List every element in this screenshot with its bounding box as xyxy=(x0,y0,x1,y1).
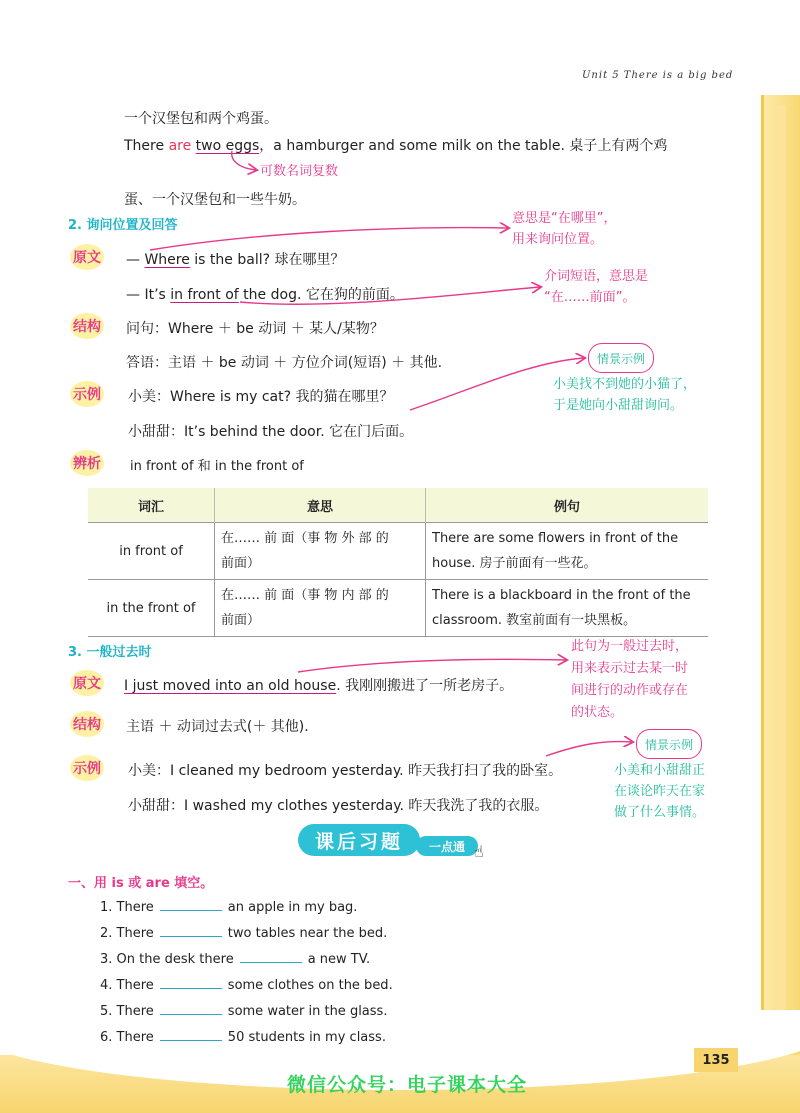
example-line: There are some flowers in front of the xyxy=(432,531,679,546)
scene-2-line-2: 于是她向小甜甜询问。 xyxy=(553,398,684,413)
watermark: 微信公众号：电子课本大全 xyxy=(287,1074,528,1096)
exercise-before: There xyxy=(116,926,154,941)
badge-original-3: 原文 xyxy=(70,670,104,696)
orig-question-rest: is the ball? 球在哪里？ xyxy=(189,252,345,268)
exercise-after: some clothes on the bed. xyxy=(227,978,393,993)
exercise-before: There xyxy=(116,1030,154,1045)
note-past-4: 的状态。 xyxy=(571,705,624,720)
page-number: 135 xyxy=(694,1048,738,1072)
scene-3-line-2: 在谈论昨天在家 xyxy=(614,784,706,799)
highlight-are: are xyxy=(168,138,192,154)
exercise-number: 5. xyxy=(100,1004,113,1019)
example-2-line-1: 小美：Where is my cat? 我的猫在哪里？ xyxy=(128,389,394,405)
table-cell-word: in front of xyxy=(88,523,215,580)
structure-question: 问句：Where ＋ be 动词 ＋ 某人/某物？ xyxy=(126,321,384,337)
dash: — xyxy=(126,252,145,268)
scene-bubble-3: 情景示例 xyxy=(636,729,702,759)
unit-header: Unit 5 There is a big bed xyxy=(582,70,734,81)
scene-bubble-2: 情景示例 xyxy=(588,343,654,373)
note-in-front-1: 介词短语，意思是 xyxy=(544,269,649,284)
note-plural: 可数名词复数 xyxy=(260,164,339,179)
arrow-in-front-of xyxy=(240,287,540,304)
after-class-subtitle: 一点通 xyxy=(416,836,478,856)
scene-3-line-1: 小美和小甜甜正 xyxy=(614,763,706,778)
table-header-example: 例句 xyxy=(426,488,709,523)
exercise-before: There xyxy=(116,978,154,993)
note-past-3: 间进行的动作或存在 xyxy=(571,683,689,698)
exercise-number: 1. xyxy=(100,900,113,915)
highlight-moved: I just moved into an old house xyxy=(124,678,337,694)
note-past-1: 此句为一般过去时， xyxy=(571,639,689,654)
structure-past: 主语 ＋ 动词过去式(＋ 其他). xyxy=(126,719,309,735)
arrow-past-tense xyxy=(298,659,566,672)
pointer-hand-icon: ☝ xyxy=(474,842,484,861)
orig-answer-rest: the dog. 它在狗的前面。 xyxy=(238,287,404,303)
exercise-number: 4. xyxy=(100,978,113,993)
exercise-after: two tables near the bed. xyxy=(227,926,388,941)
scene-3-line-3: 做了什么事情。 xyxy=(614,805,706,820)
intro-text-rest: ，a hamburger and some milk on the table. 桌子上有两个鸡 xyxy=(259,138,668,154)
section-3-title: 3. 一般过去时 xyxy=(68,645,152,660)
example-line: There is a blackboard in the front of the xyxy=(432,588,691,603)
intro-line-3: 蛋、一个汉堡包和一些牛奶。 xyxy=(124,192,306,208)
badge-example-3: 示例 xyxy=(70,755,104,781)
example-2-line-2: 小甜甜：It’s behind the door. 它在门后面。 xyxy=(128,424,414,440)
exercise-before: On the desk there xyxy=(116,952,234,967)
exercise-after: a new TV. xyxy=(307,952,371,967)
exercise-after: some water in the glass. xyxy=(227,1004,388,1019)
scene-2-line-1: 小美找不到她的小猫了， xyxy=(553,377,697,392)
meaning-line: 在…… 前 面（事 物 外 部 的 xyxy=(221,531,389,546)
example-line: house. 房子前面有一些花。 xyxy=(432,556,597,571)
table-header-meaning: 意思 xyxy=(215,488,426,523)
exercise-after: an apple in my bag. xyxy=(227,900,358,915)
highlight-where: Where xyxy=(144,252,190,268)
highlight-two-eggs: two eggs xyxy=(195,138,260,154)
note-in-front-2: “在……前面”。 xyxy=(544,290,636,305)
badge-analysis: 辨析 xyxy=(70,450,104,476)
note-where-1: 意思是“在哪里”， xyxy=(512,211,617,226)
table-header-word: 词汇 xyxy=(88,488,215,523)
exercise-number: 6. xyxy=(100,1030,113,1045)
arrow-plural xyxy=(232,151,256,170)
after-class-heading: 课后习题 xyxy=(298,824,420,856)
example-3-line-2: 小甜甜：I washed my clothes yesterday. 昨天我洗了我的衣服。 xyxy=(128,798,549,814)
arrow-where xyxy=(150,228,508,250)
orig-sentence-rest: . 我刚刚搬进了一所老房子。 xyxy=(336,678,514,694)
note-past-2: 用来表示过去某一时 xyxy=(571,661,689,676)
intro-text: There xyxy=(124,138,169,154)
structure-answer: 答语：主语 ＋ be 动词 ＋ 方位介词(短语) ＋ 其他. xyxy=(126,355,443,371)
badge-example-2: 示例 xyxy=(70,381,104,407)
badge-structure-2: 结构 xyxy=(70,313,104,339)
example-3-line-1: 小美：I cleaned my bedroom yesterday. 昨天我打扫了我的卧室。 xyxy=(128,763,563,779)
intro-line-1: 一个汉堡包和两个鸡蛋。 xyxy=(124,111,278,127)
meaning-line: 前面） xyxy=(221,556,261,571)
note-where-2: 用来询问位置。 xyxy=(512,232,604,247)
orig-answer-start: — It’s xyxy=(126,287,171,303)
arrow-scene-2 xyxy=(410,358,584,410)
table-cell-word: in the front of xyxy=(88,580,215,637)
analysis-text: in front of 和 in the front of xyxy=(130,459,304,474)
exercise-before: There xyxy=(116,1004,154,1019)
exercise-heading: 一、用 is 或 are 填空。 xyxy=(68,876,214,891)
exercise-number: 3. xyxy=(100,952,113,967)
exercise-before: There xyxy=(116,900,154,915)
exercise-after: 50 students in my class. xyxy=(227,1030,386,1045)
meaning-line: 在…… 前 面（事 物 内 部 的 xyxy=(221,588,389,603)
example-line: classroom. 教室前面有一块黑板。 xyxy=(432,613,637,628)
arrow-scene-3 xyxy=(546,742,632,756)
section-2-title: 2. 询问位置及回答 xyxy=(68,218,178,233)
exercise-number: 2. xyxy=(100,926,113,941)
badge-structure-3: 结构 xyxy=(70,711,104,737)
badge-original-2: 原文 xyxy=(70,244,104,270)
meaning-line: 前面） xyxy=(221,613,261,628)
highlight-in-front-of: in front of xyxy=(170,287,239,303)
